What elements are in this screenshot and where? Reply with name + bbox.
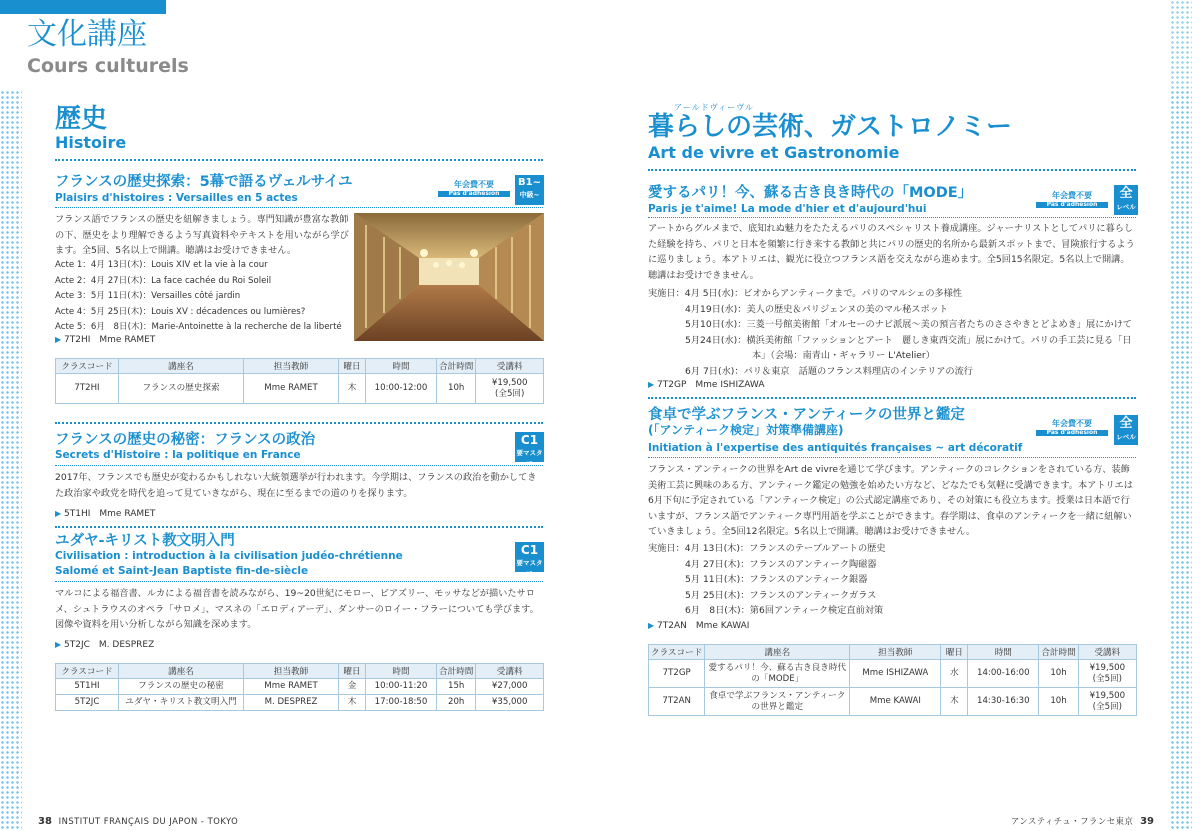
cell-time: 10:00-12:00 — [366, 374, 437, 404]
act-item: Acte 1：4月 13日(木)：Louis XIV et la vie à la cour — [55, 260, 268, 270]
level-subtext: 要マスター — [516, 559, 543, 576]
course-subtitle: Paris je t'aime! La mode d'hier et d'aujourd'hui — [648, 203, 927, 215]
act-item: Acte 5：6月 8日(木)：Marie-Antoinette à la recherche de la liberté — [55, 322, 342, 332]
cell-code: 7T2GP — [649, 660, 705, 688]
cell-teacher: Mme ISHIZAWA — [850, 660, 941, 688]
course-subtitle: Secrets d'Histoire : la politique en France — [55, 449, 301, 461]
fee-amount: ¥19,500 — [1089, 690, 1126, 701]
top-right-dot-pattern — [1170, 0, 1192, 90]
th-time: 時間 — [366, 359, 437, 374]
course-subtitle-2: Salomé et Saint-Jean Baptiste fin-de-siècle — [55, 565, 309, 577]
schedule-item: 5月 25日(木)：フランスのアンティークガラス — [685, 589, 877, 601]
th-course: 講座名 — [119, 359, 244, 374]
act-item: Acte 4：5月 25日(木)：Louis XV : décadences ou lumières? — [55, 306, 306, 317]
course-title-2: (「アンティーク検定」対策準備講座) — [648, 423, 844, 437]
level-subtext: 要マスター — [516, 449, 543, 466]
course-subtitle: Plaisirs d'histoires : Versailles en 5 actes — [55, 192, 298, 204]
th-teacher: 担当教師 — [244, 664, 339, 679]
schedule-item: 4月19日(水)：美人の歴史＆パリジェンヌの美のマル秘スポット — [685, 303, 949, 315]
footer-left — [38, 816, 238, 827]
cell-total: 15h — [437, 679, 476, 695]
heading-ruby: アールドヴィーヴル — [674, 103, 754, 112]
schedule-item: 4月 27日(木)：フランスのアンティーク陶磁器 — [685, 558, 877, 570]
cell-day: 水 — [941, 660, 968, 688]
cell-code: 5T1HI — [56, 679, 119, 695]
section-subtitle-art-de-vivre: Art de vivre et Gastronomie — [648, 143, 900, 162]
course-code-line: ▶ 5T2JC M. DESPREZ — [55, 640, 155, 650]
course-code: 7T2HI Mme RAMET — [64, 335, 156, 345]
cell-course: 愛するパリ！今、蘇る古き良き時代の「MODE」 — [705, 660, 850, 688]
th-code: クラスコード — [56, 664, 119, 679]
footer-text-right: アンスティチュ・フランセ東京 — [1010, 816, 1134, 826]
cell-teacher: Mme RAMET — [244, 374, 339, 404]
section-title-history: 歴史 — [55, 104, 108, 134]
th-time: 時間 — [968, 645, 1039, 660]
top-accent-bar — [0, 0, 166, 14]
course-code: 5T1HI Mme RAMET — [64, 509, 156, 519]
th-course: 講座名 — [119, 664, 244, 679]
cell-total: 10h — [1039, 660, 1078, 688]
level-text: C1 — [520, 543, 539, 557]
cell-course: フランスの歴史探索 — [119, 374, 244, 404]
course-subtitle: Initiation à l'expertise des antiquités françaises ~ art décoratif — [648, 442, 1023, 454]
cell-day: 金 — [339, 679, 366, 695]
course-code: 7T2AN Mme KAWAI — [657, 621, 750, 631]
cell-code: 5T2JC — [56, 695, 119, 711]
cell-course: フランスの歴史の秘密 — [119, 679, 244, 695]
table-header-row — [649, 645, 1137, 660]
fee-amount: ¥19,500 — [491, 377, 528, 388]
tag-bar: Pas d'adhésion — [438, 191, 510, 198]
cell-time: 14:30-16:30 — [968, 688, 1039, 716]
course-title: 愛するパリ！今、蘇る古き良き時代の「MODE」 — [648, 185, 973, 201]
level-badge — [515, 175, 544, 205]
cell-teacher: Mme KAWAI — [850, 688, 941, 716]
course-code-line: ▶ 7T2AN Mme KAWAI — [648, 621, 750, 631]
course-description: 2017年、フランスでも歴史が変わるかもしれない大統領選挙が行われます。今学期は、フランスの政治を動かしてきた政治家や政党を時代を追って見ていきながら、現在に至るまでの道のりを探ります。 — [55, 472, 537, 499]
cell-day: 木 — [339, 695, 366, 711]
footer-right — [1011, 815, 1154, 827]
left-dot-pattern — [0, 90, 22, 831]
th-total: 合計時間 — [437, 359, 476, 374]
no-membership-tag — [1036, 192, 1108, 208]
course-table — [648, 644, 1137, 716]
table-row — [56, 695, 544, 711]
table-row — [56, 374, 544, 404]
cell-teacher: M. DESPREZ — [244, 695, 339, 711]
level-text: 全 — [1119, 416, 1133, 431]
act-item: Acte 3：5月 11日(木)：Versailles côté jardin — [55, 291, 241, 301]
level-badge — [1114, 185, 1138, 215]
cell-day: 木 — [339, 374, 366, 404]
schedule-item: 5月 11日(木)：フランスのアンティーク銀器 — [685, 574, 868, 585]
fee-note: (全5回) — [495, 388, 525, 399]
course-title: 食卓で学ぶフランス・アンティークの世界と鑑定 — [648, 407, 965, 423]
level-text: B1~ — [518, 177, 541, 188]
tag-bar: Pas d'adhésion — [1036, 202, 1108, 209]
cell-fee: ¥35,000 — [476, 695, 544, 711]
no-membership-tag — [1036, 420, 1108, 436]
section-rule — [55, 159, 543, 161]
th-total: 合計時間 — [1039, 645, 1078, 660]
course-title: ユダヤ-キリスト教文明入門 — [55, 533, 235, 549]
page-subtitle: Cours culturels — [27, 55, 189, 77]
cell-total: 10h — [437, 374, 476, 404]
course-description: フランス・アンティークの世界をArt de vivreを通じて学びます。アンティークのコレクションをされている方、装飾美術工芸に興味のある方、アンティーク鑑定の勉強を始めたい方など、どなたでも気軽に受講できます。本アトリエは6月下旬に予定されている「アンティーク検定」の公式認定講座であり、その対策にも役立ちます。授業は日本語で行いますが、フランス語でアンティーク専門用語を学ぶことができます。春学期は、食卓のアンティークを一緒に紐解いていきましょう。全5回12名限定。5名以上で開講。聴講はお受けできません。 — [648, 464, 1133, 537]
th-total: 合計時間 — [437, 664, 476, 679]
section-subtitle-history: Histoire — [55, 133, 127, 152]
cell-fee — [476, 374, 544, 404]
th-teacher: 担当教師 — [850, 645, 941, 660]
course-rule — [55, 207, 543, 208]
level-subtext: レベル — [1116, 433, 1136, 441]
schedule-item: 5月24日(水)：横浜美術館「ファッションとアート 麗しき東西交流」展にかけて。パリの手工芸に見る「日 — [685, 334, 1132, 346]
th-code: クラスコード — [649, 645, 705, 660]
versailles-hall-image — [354, 213, 544, 341]
schedule-item: 6月 7日(水)：パリ＆東京 話題のフランス料理店のインテリアの流行 — [685, 365, 973, 377]
schedule-item: 実施日：4月 13日(木)：フランスのテーブルアートの歴史 — [648, 543, 886, 554]
course-title: フランスの歴史探索：5幕で語るヴェルサイユ — [55, 174, 353, 190]
section-rule — [648, 169, 1136, 171]
schedule-item: 6月 8日(木)：第6回アンティーク検定直前対策 — [685, 605, 884, 616]
no-membership-tag — [438, 181, 510, 197]
cell-total: 10h — [1039, 688, 1078, 716]
course-description: アートからグルメまで、底知れぬ魅力をたたえるパリのスペシャリスト養成講座。ジャーナリストとしてパリに暮らした経験を持ち、パリと日本を頻繁に行き来する教師と共にパリの歴史的名所から最新スポットまで、冒険旅行するように巡りましょう。本アトリエは、観光に役立つフランス語を交えながら進めます。全5回15名限定。5名以上で開講。聴講はお受けできません。 — [648, 223, 1135, 281]
level-badge — [515, 432, 544, 466]
cell-time: 17:00-18:50 — [366, 695, 437, 711]
level-subtext: 中級~ — [519, 191, 540, 199]
level-subtext: レベル — [1116, 203, 1136, 211]
course-table — [55, 663, 544, 711]
schedule-item: 実施日：4月 5日(水)：ビオからアンティークまで。パリのマルシェの多様性 — [648, 288, 963, 299]
page-number-right: 39 — [1140, 816, 1154, 827]
fee-note: (全5回) — [1092, 673, 1123, 684]
course-description: マルコによる福音書、ルカによる福音書を読みながら、19~20世紀にモロー、ビアズリー、モッサなどが描いたサロメ、シュトラウスのオペラ「サロメ」、マスネの「エロディアーデ」、ダンサーのロイー・フラーについても学びます。図像や資料を用い分析しながら知識を深めます。 — [55, 588, 539, 630]
page-number-left: 38 — [38, 816, 52, 827]
table-header-row — [56, 664, 544, 679]
level-badge — [1114, 415, 1138, 445]
course-code-line: ▶ 7T2HI Mme RAMET — [55, 335, 156, 345]
course-code: 5T2JC M. DESPREZ — [64, 640, 155, 650]
th-fee: 受講料 — [476, 359, 544, 374]
schedule-item: 本」（会場：南青山・ギャラリー L'Atelier） — [752, 350, 935, 361]
fee-amount: ¥19,500 — [1089, 662, 1126, 673]
section-rule — [55, 526, 543, 528]
cell-teacher: Mme RAMET — [244, 679, 339, 695]
course-code-line: ▶ 5T1HI Mme RAMET — [55, 509, 156, 519]
tag-text: 年会費不要 — [1052, 191, 1092, 200]
course-code: 7T2GP Mme ISHIZAWA — [657, 380, 765, 390]
th-day: 曜日 — [339, 664, 366, 679]
course-rule — [648, 217, 1136, 218]
table-header-row — [56, 359, 544, 374]
page-title: 文化講座 — [27, 17, 147, 52]
th-teacher: 担当教師 — [244, 359, 339, 374]
fee-note: (全5回) — [1092, 701, 1123, 712]
level-badge — [515, 542, 544, 576]
cell-course: ユダヤ・キリスト教文明入門 — [119, 695, 244, 711]
tag-text: 年会費不要 — [1052, 419, 1092, 428]
cell-code: 7T2HI — [56, 374, 119, 404]
schedule-list — [648, 541, 1148, 619]
act-item: Acte 2：4月 27日(木)：La face cachée du Roi Soleil — [55, 275, 272, 286]
th-time: 時間 — [366, 664, 437, 679]
schedule-item: 5月10日(水)：三菱一号館美術館「オルセーのナビ派展～美の預言者たちのささやきとどよめき」展にかけて — [685, 319, 1132, 330]
table-row — [649, 688, 1137, 716]
right-panel — [626, 96, 1154, 796]
cell-fee — [1078, 660, 1136, 688]
cell-total: 20h — [437, 695, 476, 711]
course-title: フランスの歴史の秘密：フランスの政治 — [55, 432, 316, 448]
cell-day: 木 — [941, 688, 968, 716]
tag-bar: Pas d'adhésion — [1036, 430, 1108, 437]
footer-text-left: INSTITUT FRANÇAIS DU JAPON - TOKYO — [58, 816, 239, 826]
section-rule — [648, 397, 1136, 399]
course-rule — [55, 581, 543, 582]
cell-code: 7T2AN — [649, 688, 705, 716]
section-title-art-de-vivre: 暮らしの芸術、ガストロノミー — [648, 112, 1013, 142]
tag-text: 年会費不要 — [454, 180, 494, 189]
acts-list — [55, 258, 355, 336]
schedule-list — [648, 286, 1148, 379]
cell-fee: ¥27,000 — [476, 679, 544, 695]
section-rule — [55, 422, 543, 424]
course-code-line: ▶ 7T2GP Mme ISHIZAWA — [648, 380, 765, 390]
th-course: 講座名 — [705, 645, 850, 660]
level-text: C1 — [520, 433, 539, 447]
course-rule — [55, 465, 543, 466]
table-row — [649, 660, 1137, 688]
cell-fee — [1078, 688, 1136, 716]
course-description: フランス語でフランスの歴史を紐解きましょう。専門知識が豊富な教師の下、歴史をより理解できるよう写真資料やテキストを用いながら学びます。全5回、5名以上で開講。聴講はお受けできません。 — [55, 214, 349, 256]
course-subtitle: Civilisation : introduction à la civilisation judéo-chrétienne — [55, 550, 403, 562]
left-panel — [38, 96, 566, 796]
cell-time: 10:00-11:20 — [366, 679, 437, 695]
right-dot-pattern — [1170, 90, 1192, 831]
cell-course: 食卓で学ぶフランス・アンティークの世界と鑑定 — [705, 688, 850, 716]
th-day: 曜日 — [339, 359, 366, 374]
course-rule — [648, 457, 1136, 458]
table-row — [56, 679, 544, 695]
th-code: クラスコード — [56, 359, 119, 374]
course-table — [55, 358, 544, 404]
cell-time: 14:00-16:00 — [968, 660, 1039, 688]
level-text: 全 — [1119, 186, 1133, 201]
th-day: 曜日 — [941, 645, 968, 660]
th-fee: 受講料 — [476, 664, 544, 679]
th-fee: 受講料 — [1078, 645, 1136, 660]
